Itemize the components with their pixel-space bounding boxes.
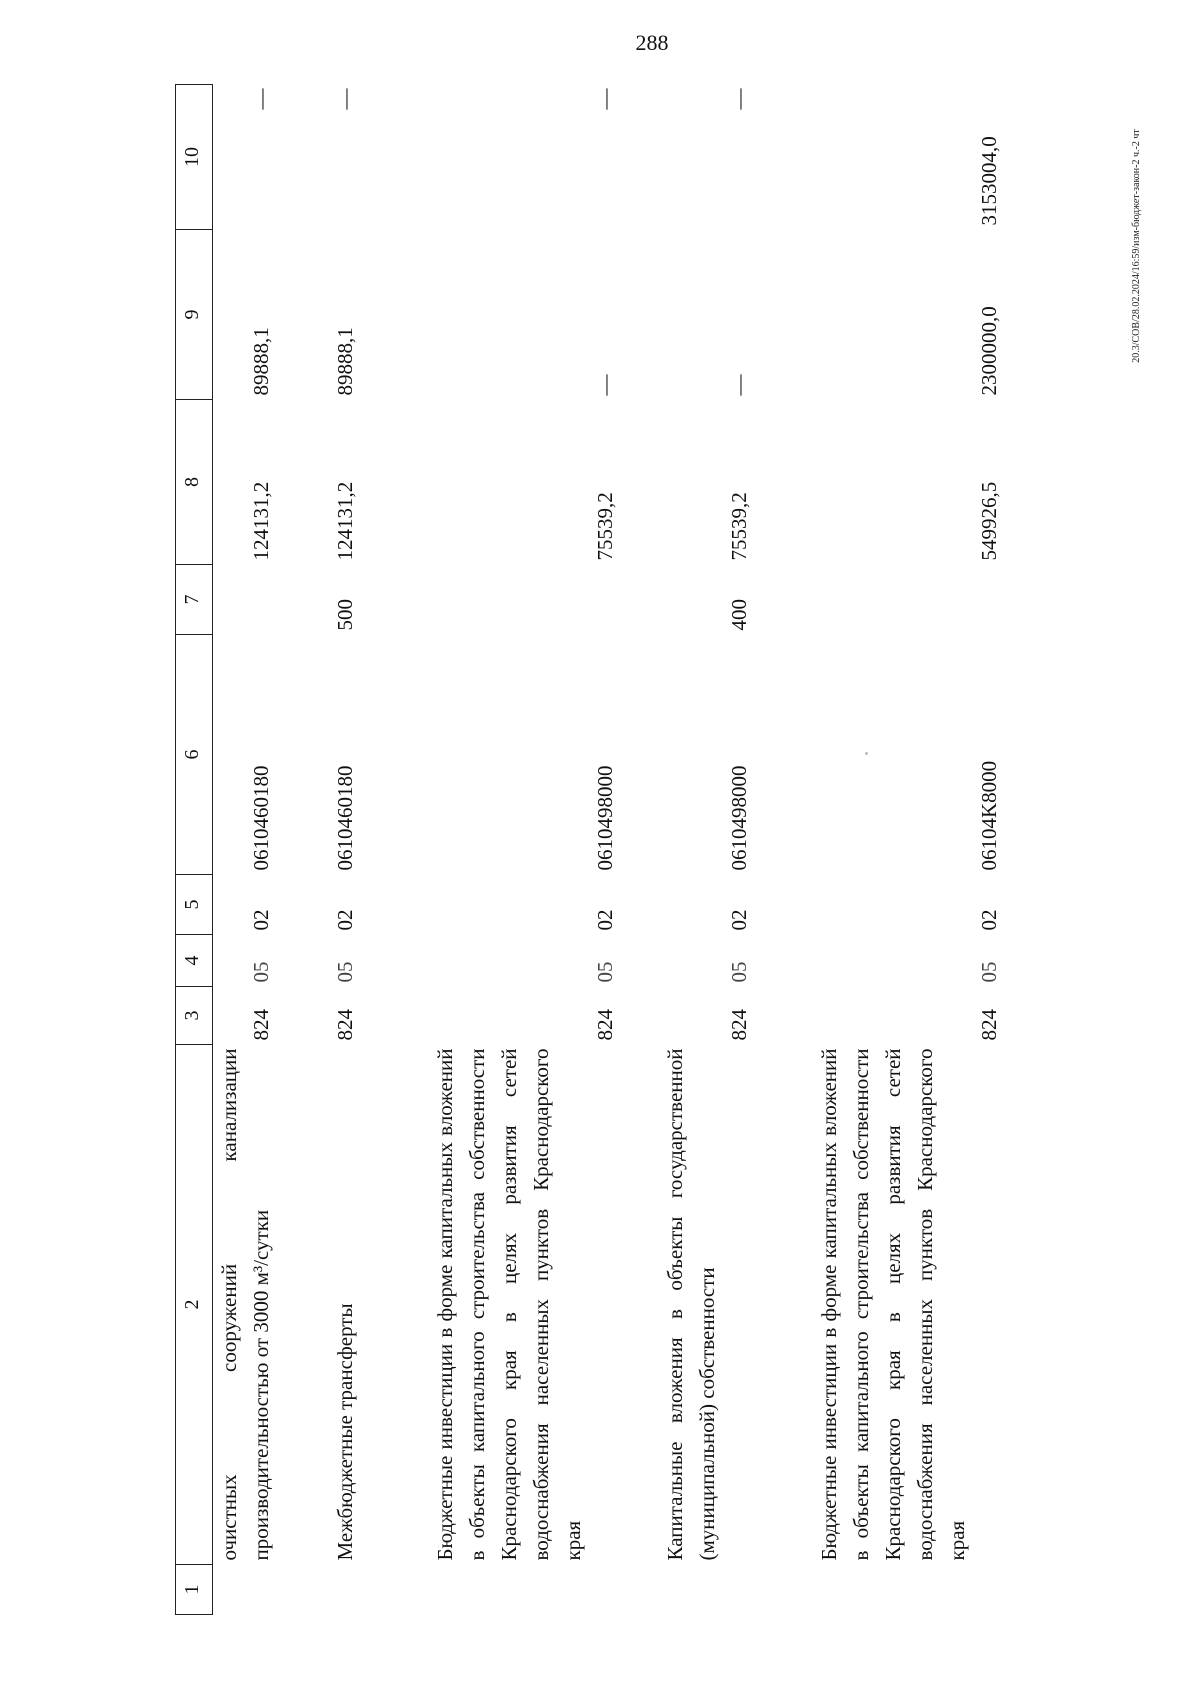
cell-col10: — (249, 88, 273, 110)
cell-col3: 824 (976, 1009, 1001, 1041)
col-number: 1 (176, 1565, 213, 1615)
cell-col9: 2300000,0 (976, 306, 1001, 396)
cell-col8: 75539,2 (592, 492, 617, 561)
row-name: Капитальные вложения в объекты государственной (муниципальной) собственности (662, 1048, 719, 1561)
cell-col10: — (332, 88, 357, 110)
col-number: 2 (176, 1045, 213, 1565)
row-name: Межбюджетные трансферты (332, 1303, 357, 1561)
cell-col10: — (592, 88, 617, 110)
cell-col4: 05 (249, 961, 273, 983)
col-number: 7 (176, 565, 213, 635)
cell-col8: 549926,5 (976, 481, 1001, 561)
cell-col5: 02 (332, 909, 357, 931)
cell-col9: 89888,1 (332, 327, 357, 396)
cell-col3: 824 (332, 1009, 357, 1041)
cell-col6: 0610460180 (249, 765, 273, 871)
cell-col3: 824 (592, 1009, 617, 1041)
cell-col9: — (592, 374, 617, 396)
cell-col5: 02 (726, 909, 751, 931)
col-number: 8 (176, 400, 213, 565)
cell-col9: 89888,1 (249, 327, 273, 396)
page-number: 288 (635, 30, 669, 55)
cell-col9: — (726, 374, 751, 396)
cell-col4: 05 (976, 961, 1001, 983)
row-name: Бюджетные инвестиции в форме капитальных вложений в объекты капитального строительства собственности Краснодарского края в целях развития сетей водоснабжения населенных пунктов Краснодарского края (816, 1048, 969, 1561)
col-number: 6 (176, 635, 213, 875)
table-row (309, 85, 405, 1615)
cell-col7 (213, 565, 309, 635)
cell-col8: 124131,2 (249, 481, 273, 561)
cell-col1 (405, 1565, 653, 1615)
table-row (213, 85, 309, 1615)
col-number: 3 (176, 987, 213, 1045)
cell-col10: 3153004,0 (976, 136, 1001, 226)
cell-col10: — (726, 88, 751, 110)
cell-col7 (405, 565, 653, 635)
column-number-row (176, 85, 213, 1615)
col-number: 4 (176, 935, 213, 987)
table-row (653, 85, 785, 1615)
cell-col8: 75539,2 (726, 492, 751, 561)
row-name: Бюджетные инвестиции в форме капитальных вложений в объекты капитального строительства собственности Краснодарского края в целях развития сетей водоснабжения населенных пунктов Краснодарского края (432, 1048, 585, 1561)
cell-col4: 05 (726, 961, 751, 983)
cell-col7: 400 (726, 599, 751, 631)
col-number: 9 (176, 230, 213, 400)
cell-col4: 05 (592, 961, 617, 983)
cell-col5: 02 (592, 909, 617, 931)
row-name: очистных сооружений канализации производительностью от 3000 м³/сутки (217, 1048, 273, 1561)
table-row (405, 85, 653, 1615)
document-stamp: 20.3/СОВ/28.02.2024/16:59/изм-бюджет-закон-2 ч.-2 чт (1131, 129, 1142, 363)
budget-table (175, 84, 1035, 1615)
cell-col1 (785, 1565, 1035, 1615)
cell-col6: 06104K8000 (976, 760, 1001, 871)
cell-col3: 824 (249, 1009, 273, 1041)
col-number: 10 (176, 85, 213, 230)
cell-col6: 0610498000 (592, 765, 617, 871)
cell-col6: 0610460180 (332, 765, 357, 871)
cell-col3: 824 (726, 1009, 751, 1041)
cell-col1 (309, 1565, 405, 1615)
budget-table-rotated (175, 85, 1110, 1615)
cell-col7 (785, 565, 1035, 635)
cell-col8: 124131,2 (332, 481, 357, 561)
cell-col1 (653, 1565, 785, 1615)
col-number: 5 (176, 875, 213, 935)
table-row (785, 85, 1035, 1615)
cell-col7: 500 (332, 599, 357, 631)
cell-col5: 02 (249, 909, 273, 931)
cell-col5: 02 (976, 909, 1001, 931)
cell-col4: 05 (332, 961, 357, 983)
cell-col1 (213, 1565, 309, 1615)
cell-col6: 0610498000 (726, 765, 751, 871)
